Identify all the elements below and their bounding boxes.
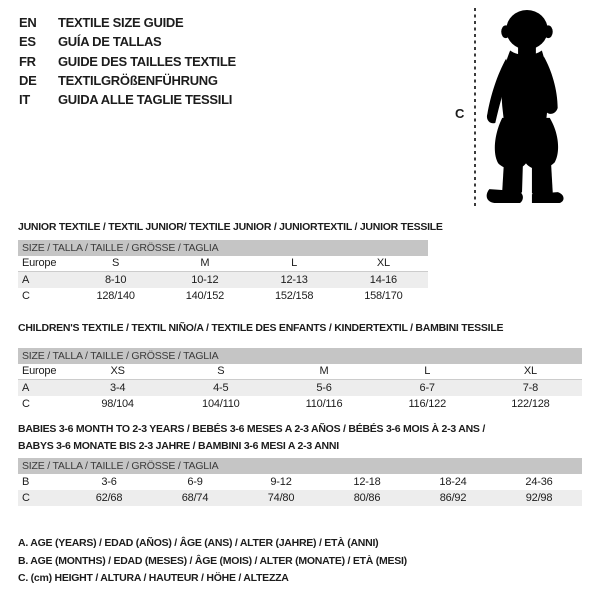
cell: 110/116 [305,398,343,410]
column-header: L [291,257,298,269]
column-header: S [112,257,120,269]
table-row-europe [18,364,582,380]
row-label: Europe [22,365,57,377]
footnote-age-months: B. AGE (MONTHS) / EDAD (MESES) / ÂGE (MOIS) / ALTER (MONATE) / ETÀ (MESI) [18,554,407,567]
babies-title-line-1: BABIES 3-6 MONTH TO 2-3 YEARS / BEBÉS 3-6 MESES A 2-3 AÑOS / BÉBÉS 3-6 MOIS À 2-3 ANS / [18,423,486,435]
cell: 92/98 [525,492,553,504]
cell: 8-10 [105,274,127,286]
row-label: C [22,290,30,302]
lang-code: DE [19,73,37,89]
column-header: XS [110,365,125,377]
cell: 62/68 [95,492,123,504]
column-header: L [424,365,431,377]
row-label: B [22,476,30,488]
cell: 6-7 [419,382,435,394]
row-label: C [22,492,30,504]
junior-section-title: JUNIOR TEXTILE / TEXTIL JUNIOR/ TEXTILE JUNIOR / JUNIORTEXTIL / JUNIOR TESSILE [18,221,443,233]
footnote-age-years: A. AGE (YEARS) / EDAD (AÑOS) / ÂGE (ANS) / ALTER (JAHRE) / ETÀ (ANNI) [18,537,379,549]
cell: 116/122 [408,398,446,410]
cell: 6-9 [187,476,203,488]
cell: 14-16 [369,274,397,286]
children-size-table [18,348,582,412]
babies-size-table [18,458,582,506]
cell: 10-12 [191,274,219,286]
table-row-age [18,380,582,396]
size-header-bar: SIZE / TALLA / TAILLE / GRÖSSE / TAGLIA [18,348,582,364]
height-label-c: C [455,106,465,121]
cell: 74/80 [267,492,295,504]
children-section-title: CHILDREN'S TEXTILE / TEXTIL NIÑO/A / TEXTILE DES ENFANTS / KINDERTEXTIL / BAMBINI TESSILE [18,322,504,334]
column-header: XL [376,257,390,269]
table-row-europe [18,256,428,272]
cell: 98/104 [101,398,134,410]
row-label: Europe [22,257,57,269]
lang-title: GUÍA DE TALLAS [58,34,162,50]
cell: 12-18 [353,476,381,488]
cell: 12-13 [280,274,308,286]
lang-row-en [19,13,236,32]
cell: 9-12 [270,476,292,488]
footnote-height-cm: C. (cm) HEIGHT / ALTURA / HAUTEUR / HÖHE / ALTEZZA [18,572,289,585]
cell: 152/158 [274,290,314,302]
cell: 86/92 [439,492,467,504]
size-header-bar: SIZE / TALLA / TAILLE / GRÖSSE / TAGLIA [18,458,582,474]
cell: 80/86 [353,492,381,504]
row-label: A [22,382,30,394]
cell: 7-8 [522,382,539,394]
cell: 140/152 [185,290,225,302]
lang-row-fr [19,52,236,71]
table-row-age-months [18,474,582,490]
size-header-bar: SIZE / TALLA / TAILLE / GRÖSSE / TAGLIA [18,240,428,256]
lang-title: TEXTILGRÖßENFÜHRUNG [58,73,218,89]
lang-code: EN [19,15,37,31]
cell: 3-6 [101,476,117,488]
cell: 5-6 [316,382,332,394]
cell: 68/74 [181,492,209,504]
column-header: S [217,365,225,377]
lang-row-de [19,71,236,90]
lang-title: GUIDE DES TAILLES TEXTILE [58,53,236,69]
cell: 3-4 [109,382,126,394]
cell: 128/140 [96,290,135,302]
lang-row-it [19,90,236,109]
lang-code: FR [19,53,36,69]
language-title-list [19,13,236,109]
junior-size-table [18,240,428,304]
cell: 122/128 [511,398,550,410]
babies-section-title [18,421,485,454]
column-header: M [319,365,329,377]
table-row-age [18,272,428,288]
legend-footnotes [18,535,407,588]
babies-title-line-2: BABYS 3-6 MONATE BIS 2-3 JAHRE / BAMBINI 3-6 MESI A 2-3 ANNI [18,439,339,452]
cell: 4-5 [213,382,229,394]
cell: 158/170 [364,290,403,302]
table-row-height [18,490,582,506]
baby-silhouette-icon [482,7,567,205]
table-row-height [18,288,428,304]
lang-row-es [19,32,236,51]
column-header: XL [523,365,537,377]
lang-code: ES [19,34,36,50]
lang-title: GUIDA ALLE TAGLIE TESSILI [58,92,233,108]
cell: 24-36 [525,476,553,488]
row-label: A [22,274,30,286]
lang-title: TEXTILE SIZE GUIDE [58,15,184,31]
lang-code: IT [19,92,30,108]
cell: 18-24 [439,476,467,488]
height-measure-dashed-line [474,8,476,209]
column-header: M [200,257,210,269]
table-row-height [18,396,582,412]
cell: 104/110 [202,398,240,410]
row-label: C [22,398,30,410]
